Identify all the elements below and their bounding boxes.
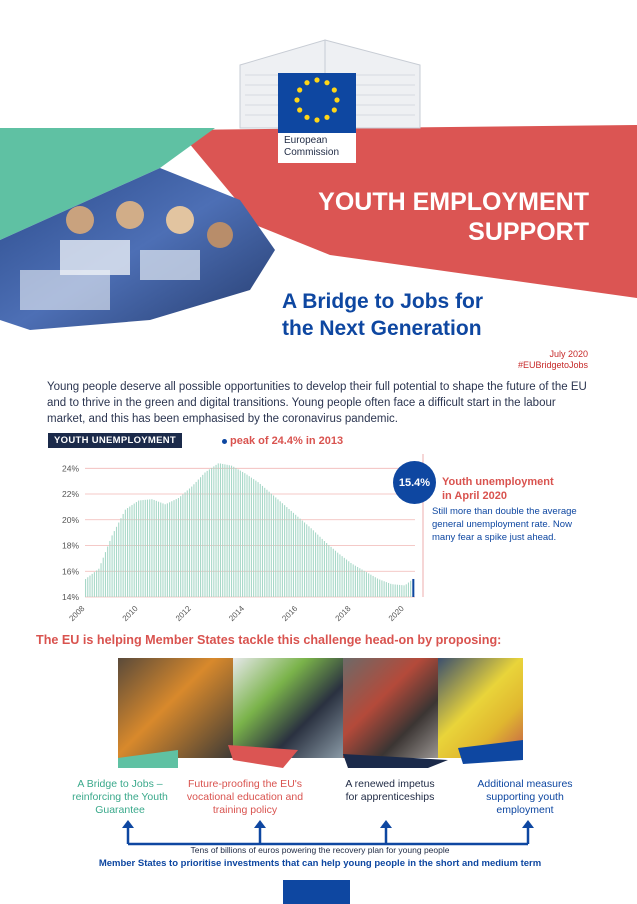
chart-bar <box>366 572 367 597</box>
chart-bar <box>333 549 334 597</box>
chart-bar <box>123 514 124 597</box>
chart-bar <box>317 535 318 597</box>
chart-bar <box>207 471 208 597</box>
chart-bar <box>154 500 155 597</box>
chart-bar <box>147 500 148 597</box>
chart-bar <box>326 543 327 597</box>
y-tick-label: 20% <box>61 514 79 525</box>
value-bubble: 15.4% <box>393 461 436 504</box>
chart-bar <box>324 541 325 597</box>
chart-bar <box>295 515 296 597</box>
logo-text <box>284 135 339 159</box>
chart-bar <box>200 477 201 597</box>
chart-bar <box>87 577 88 597</box>
chart-bar <box>381 580 382 597</box>
measure-4-line2: supporting youth <box>486 791 564 803</box>
chart-label: YOUTH UNEMPLOYMENT <box>48 433 182 448</box>
measure-2-line1: Future-proofing the EU's <box>187 778 303 790</box>
chart-bar <box>173 500 174 597</box>
chart-bar <box>185 492 186 597</box>
chart-bar <box>105 552 106 597</box>
chart-bar <box>315 532 316 597</box>
y-tick-label: 22% <box>61 489 79 500</box>
page-subtitle-line2: the Next Generation <box>282 317 482 340</box>
chart-bar <box>136 502 137 597</box>
chart-bar <box>182 494 183 597</box>
chart-bar <box>293 513 294 597</box>
chart-bar <box>118 523 119 597</box>
chart-bar <box>238 469 239 597</box>
chart-bar <box>189 488 190 597</box>
chart-bar <box>187 490 188 597</box>
chart-bar <box>399 585 400 597</box>
measure-3-line1: A renewed impetus <box>345 778 435 790</box>
chart-bar <box>246 475 247 597</box>
y-tick-label: 18% <box>61 540 79 551</box>
page-title-line1: YOUTH EMPLOYMENT <box>318 188 589 216</box>
chart-bar <box>403 585 404 597</box>
chart-bar <box>242 472 243 597</box>
chart-bar <box>167 503 168 597</box>
chart-bar <box>227 465 228 597</box>
chart-bar <box>220 464 221 597</box>
chart-bar <box>98 569 99 597</box>
page-subtitle-line1: A Bridge to Jobs for <box>282 290 484 313</box>
page-title-line2: SUPPORT <box>468 218 589 246</box>
chart-bar <box>125 510 126 597</box>
eu-star-icon <box>314 77 319 82</box>
x-tick-label: 2016 <box>280 604 300 623</box>
chart-bar <box>249 476 250 597</box>
chart-bar <box>229 465 230 597</box>
chart-bar <box>260 484 261 597</box>
chart-bar <box>339 554 340 597</box>
eu-star-icon <box>332 87 337 92</box>
chart-bar <box>109 541 110 597</box>
chart-bar <box>395 584 396 597</box>
hashtag: #EUBridgetoJobs <box>517 360 588 370</box>
chart-bar <box>350 563 351 597</box>
chart-bar <box>390 584 391 597</box>
page-subtitle <box>282 288 582 342</box>
chart-bar <box>386 582 387 597</box>
chart-bar <box>231 466 232 597</box>
chart-bar <box>251 478 252 597</box>
chart-bar <box>100 563 101 597</box>
date-block <box>518 349 588 371</box>
eu-star-icon <box>324 115 329 120</box>
chart-bar <box>408 583 409 597</box>
chart-bar <box>209 469 210 597</box>
arrows-connector <box>118 820 538 848</box>
chart-bar <box>204 473 205 597</box>
chart-bar <box>337 553 338 597</box>
chart-bar <box>134 504 135 597</box>
chart-bar <box>89 576 90 597</box>
chart-bar <box>302 521 303 597</box>
eu-star-icon <box>297 107 302 112</box>
chart-bar <box>266 490 267 597</box>
chart-bar <box>211 468 212 597</box>
page-title <box>259 187 589 247</box>
chart-bar <box>169 502 170 597</box>
x-tick-label: 2020 <box>386 604 406 623</box>
x-tick-label: 2018 <box>333 604 353 623</box>
bottom-line-1: Tens of billions of euros powering the recovery plan for young people <box>190 845 450 855</box>
chart-bar <box>379 580 380 597</box>
chart-bar <box>335 551 336 597</box>
chart-bar <box>202 475 203 597</box>
measure-1-line2: reinforcing the Youth <box>72 791 168 803</box>
chart-bar <box>304 522 305 597</box>
chart-bar <box>196 482 197 597</box>
chart-bar <box>145 500 146 597</box>
chart-bar <box>162 503 163 597</box>
chart-bar <box>258 482 259 597</box>
y-tick-label: 24% <box>61 463 79 474</box>
chart-bar <box>143 500 144 597</box>
chart-bar <box>160 503 161 597</box>
tackle-heading: The EU is helping Member States tackle this challenge head-on by proposing: <box>36 633 502 647</box>
chart-bar <box>282 503 283 597</box>
chart-bar <box>401 585 402 597</box>
callout-title <box>442 475 572 503</box>
chart-bar <box>319 537 320 597</box>
chart-bar <box>359 568 360 597</box>
chart-bar <box>364 571 365 597</box>
chart-bar <box>156 501 157 597</box>
chart-bar <box>357 567 358 597</box>
chart-bar <box>94 572 95 597</box>
intro-paragraph: Young people deserve all possible opportunities to develop their full potential to shape the future of the EU and to thrive in the green and digital transitions. Young people often face a difficult start in the labour market, and this has been emphasised by the coronavirus pandemic. <box>47 381 587 425</box>
peak-text: peak of 24.4% in 2013 <box>230 435 344 447</box>
measure-4-line1: Additional measures <box>477 778 573 790</box>
chart-bar <box>127 508 128 597</box>
chart-bar <box>112 535 113 597</box>
chart-bar <box>120 518 121 597</box>
chart-bar <box>277 499 278 597</box>
chart-bar <box>131 505 132 597</box>
chart-bar <box>275 497 276 597</box>
chart-bar <box>140 500 141 597</box>
chart-bar <box>384 581 385 597</box>
measure-3-line2: for apprenticeships <box>345 791 435 803</box>
chart-bar <box>331 547 332 597</box>
chart-bar-highlight <box>412 579 414 597</box>
eu-star-icon <box>332 107 337 112</box>
photo-accent-shapes <box>118 740 523 770</box>
logo-text-line1: European <box>284 135 328 146</box>
chart-bar <box>222 464 223 597</box>
chart-bar <box>107 547 108 597</box>
chart-bar <box>213 466 214 597</box>
chart-bar <box>361 570 362 597</box>
hero-graphic <box>0 0 637 330</box>
chart-bar <box>224 464 225 597</box>
blue-accent <box>458 740 523 764</box>
chart-bar <box>377 579 378 597</box>
chart-bar <box>129 507 130 597</box>
chart-bar <box>103 558 104 597</box>
chart-bar <box>235 468 236 597</box>
y-tick-label: 16% <box>61 566 79 577</box>
chart-bar <box>269 492 270 597</box>
chart-bar <box>286 507 287 597</box>
chart-bar <box>397 585 398 597</box>
measure-additional <box>455 778 595 817</box>
chart-bar <box>116 527 117 597</box>
chart-bar <box>85 579 86 597</box>
chart-bar <box>370 575 371 597</box>
chart-bar <box>297 517 298 597</box>
chart-bar <box>138 501 139 597</box>
chart-bar <box>353 564 354 597</box>
callout-title-line2: in April 2020 <box>442 490 508 502</box>
chart-bar <box>180 496 181 597</box>
measure-bridge-to-jobs <box>50 778 190 817</box>
chart-bar <box>151 499 152 597</box>
eu-star-icon <box>304 115 309 120</box>
chart-bar <box>368 573 369 597</box>
chart-bar <box>346 560 347 597</box>
y-tick-label: 14% <box>61 592 79 602</box>
chart-bar <box>311 528 312 597</box>
red-accent <box>228 745 298 768</box>
chart-bar <box>284 505 285 597</box>
chart-bar <box>218 463 219 597</box>
chart-bar <box>198 480 199 597</box>
chart-bar <box>392 584 393 597</box>
chart-bar <box>328 545 329 597</box>
x-tick-label: 2010 <box>120 604 140 623</box>
footer-bar <box>283 880 350 904</box>
measure-1-line1: A Bridge to Jobs – <box>77 778 163 790</box>
chart-bar <box>191 487 192 597</box>
teal-accent <box>118 750 178 768</box>
chart-bar <box>215 465 216 597</box>
youth-unemployment-chart <box>40 445 430 625</box>
chart-bar <box>233 467 234 597</box>
chart-bar <box>171 501 172 597</box>
chart-bar <box>288 509 289 597</box>
callout-title-line1: Youth unemployment <box>442 476 554 488</box>
chart-bar <box>322 539 323 597</box>
chart-bar <box>244 473 245 597</box>
eu-star-icon <box>334 97 339 102</box>
eu-star-icon <box>314 117 319 122</box>
chart-bar <box>158 502 159 597</box>
navy-accent <box>343 754 448 768</box>
chart-bar <box>313 530 314 597</box>
chart-bar <box>271 494 272 597</box>
chart-bar <box>388 583 389 597</box>
eu-star-icon <box>324 80 329 85</box>
chart-bar <box>96 570 97 597</box>
chart-bar <box>291 511 292 597</box>
chart-bar <box>92 574 93 597</box>
peak-dot-icon <box>222 439 227 444</box>
x-tick-label: 2012 <box>173 604 193 623</box>
eu-star-icon <box>297 87 302 92</box>
chart-bar <box>253 479 254 597</box>
eu-star-icon <box>294 97 299 102</box>
chart-bar <box>255 481 256 597</box>
chart-bar <box>178 498 179 597</box>
x-tick-label: 2008 <box>67 604 87 623</box>
chart-bar <box>300 519 301 597</box>
chart-bar <box>342 556 343 597</box>
eu-star-icon <box>304 80 309 85</box>
chart-bar <box>344 558 345 597</box>
measure-4-line3: employment <box>496 804 554 816</box>
chart-bar <box>373 576 374 597</box>
measure-1-line3: Guarantee <box>95 804 145 816</box>
chart-bar <box>273 496 274 597</box>
chart-bar <box>193 484 194 597</box>
chart-bar <box>176 499 177 597</box>
chart-bar <box>114 531 115 597</box>
chart-bar <box>149 499 150 597</box>
measure-apprenticeships <box>320 778 460 804</box>
chart-bar <box>280 501 281 597</box>
chart-bar <box>308 526 309 597</box>
chart-bar <box>348 561 349 597</box>
chart-bar <box>165 504 166 597</box>
bottom-line-2: Member States to prioritise investments that can help young people in the short and medium term <box>98 858 542 869</box>
chart-bar <box>410 581 411 597</box>
chart-bar <box>406 584 407 597</box>
x-tick-label: 2014 <box>227 604 247 623</box>
chart-bar <box>306 524 307 597</box>
chart-bar <box>375 577 376 597</box>
date: July 2020 <box>549 349 588 359</box>
chart-bar <box>355 566 356 597</box>
callout-note: Still more than double the average general unemployment rate. Now many fear a spike just ahead. <box>432 506 577 543</box>
chart-bar <box>240 471 241 597</box>
chart-bar <box>262 486 263 597</box>
logo-text-line2: Commission <box>284 147 340 158</box>
measure-2-line2: vocational education and <box>186 791 304 803</box>
measure-2-line3: training policy <box>212 804 278 816</box>
chart-bar <box>264 488 265 597</box>
measure-vocational <box>175 778 315 817</box>
